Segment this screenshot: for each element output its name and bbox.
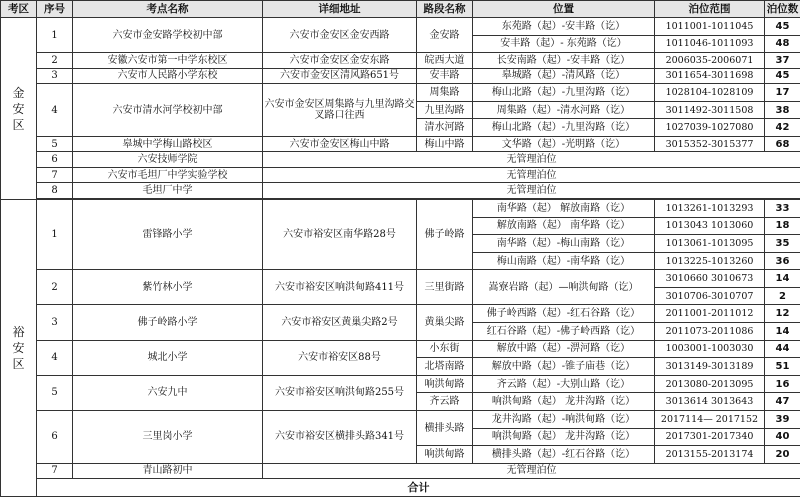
- exam-point-name: 皋城中学梅山路校区: [73, 136, 263, 152]
- address-cell: 六安市金安区梅山中路: [263, 136, 417, 152]
- road-cell: 皖西大道: [417, 53, 473, 69]
- position-cell: 解放中路（起）-锥子庙巷（讫）: [473, 358, 655, 376]
- count-cell: 14: [765, 323, 800, 341]
- table-row: [1, 53, 800, 69]
- table-row: [1, 84, 800, 102]
- position-cell: 齐云路（起）-大别山路（讫）: [473, 375, 655, 393]
- position-cell: 佛子岭西路（起）-红石谷路（讫）: [473, 305, 655, 323]
- address-cell: 六安市裕安区响洪甸路255号: [263, 375, 417, 410]
- range-cell: 1011046-1011093: [655, 35, 765, 53]
- header-road: 路段名称: [417, 1, 473, 18]
- road-cell: 九里沟路: [417, 101, 473, 119]
- road-cell: 清水河路: [417, 119, 473, 137]
- road-cell: 北塔南路: [417, 358, 473, 376]
- range-cell: 1028104-1028109: [655, 84, 765, 102]
- range-cell: 2011073-2011086: [655, 323, 765, 341]
- table-row: [1, 152, 800, 168]
- header-point: 考点名称: [73, 1, 263, 18]
- count-cell: 36: [765, 252, 800, 270]
- road-cell: 三里街路: [417, 270, 473, 305]
- position-cell: 龙井沟路（起）-响洪甸路（讫）: [473, 410, 655, 428]
- exam-point-name: 六安技师学院: [73, 152, 263, 168]
- table-row: [1, 18, 800, 36]
- exam-point-name: 三里岗小学: [73, 410, 263, 463]
- range-cell: 1027039-1027080: [655, 119, 765, 137]
- row-number: 3: [37, 305, 73, 340]
- range-cell: 2011001-2011012: [655, 305, 765, 323]
- range-cell: 1013061-1013095: [655, 235, 765, 253]
- range-cell: 1013043 1013060: [655, 217, 765, 235]
- range-cell: 2017301-2017340: [655, 428, 765, 446]
- range-cell: 3010660 3010673: [655, 270, 765, 288]
- no-managed-spaces-note: 无管理泊位: [263, 463, 800, 479]
- position-cell: 周集路（起）-清水河路（讫）: [473, 101, 655, 119]
- count-cell: 39: [765, 410, 800, 428]
- position-cell: 安丰路（起）- 东苑路（讫）: [473, 35, 655, 53]
- position-cell: 长安南路（起）-安丰路（讫）: [473, 53, 655, 69]
- position-cell: 红石谷路（起）-佛子岭西路（讫）: [473, 323, 655, 341]
- range-cell: 3010706-3010707: [655, 287, 765, 305]
- count-cell: 68: [765, 136, 800, 152]
- position-cell: 文华路（起）-光明路（讫）: [473, 136, 655, 152]
- address-cell: 六安市裕安区响洪甸路411号: [263, 270, 417, 305]
- exam-point-name: 雷锋路小学: [73, 200, 263, 270]
- row-number: 6: [37, 152, 73, 168]
- address-cell: 六安市裕安区南华路28号: [263, 200, 417, 270]
- position-cell: 梅山北路（起）-九里沟路（讫）: [473, 119, 655, 137]
- position-cell: 嵩寮岩路（起）—响洪甸路（讫）: [473, 270, 655, 305]
- exam-point-name: 紫竹林小学: [73, 270, 263, 305]
- row-number: 7: [37, 463, 73, 479]
- count-cell: 2: [765, 287, 800, 305]
- table-row: [1, 167, 800, 183]
- exam-point-name: 佛子岭路小学: [73, 305, 263, 340]
- road-cell: 响洪甸路: [417, 375, 473, 393]
- total-row: [1, 479, 800, 497]
- zone-cell: 裕安区: [1, 200, 37, 497]
- table-row: [1, 410, 800, 428]
- exam-point-name: 青山路初中: [73, 463, 263, 479]
- total-label: 合计: [37, 479, 800, 497]
- address-cell: 六安市金安区周集路与九里沟路交叉路口往西: [263, 84, 417, 137]
- header-range: 泊位范围: [655, 1, 765, 18]
- position-cell: 梅山南路（起）-南华路（讫）: [473, 252, 655, 270]
- header-position: 位置: [473, 1, 655, 18]
- position-cell: 解放中路（起）-淠河路（讫）: [473, 340, 655, 358]
- range-cell: 1013261-1013293: [655, 200, 765, 218]
- range-cell: 1011001-1011045: [655, 18, 765, 36]
- row-number: 4: [37, 84, 73, 137]
- no-managed-spaces-note: 无管理泊位: [263, 152, 800, 168]
- range-cell: 2006035-2006071: [655, 53, 765, 69]
- count-cell: 33: [765, 200, 800, 218]
- count-cell: 17: [765, 84, 800, 102]
- header-no: 序号: [37, 1, 73, 18]
- range-cell: 3013614 3013643: [655, 393, 765, 411]
- address-cell: 六安市金安区清风路651号: [263, 68, 417, 84]
- row-number: 7: [37, 167, 73, 183]
- position-cell: 响洪甸路（起） 龙井沟路（讫）: [473, 393, 655, 411]
- road-cell: 横排头路: [417, 410, 473, 445]
- road-cell: 梅山中路: [417, 136, 473, 152]
- no-managed-spaces-note: 无管理泊位: [263, 183, 800, 199]
- position-cell: 南华路（起） 解放南路（讫）: [473, 200, 655, 218]
- no-managed-spaces-note: 无管理泊位: [263, 167, 800, 183]
- road-cell: 周集路: [417, 84, 473, 102]
- row-number: 2: [37, 270, 73, 305]
- road-cell: 佛子岭路: [417, 200, 473, 270]
- range-cell: 3011654-3011698: [655, 68, 765, 84]
- range-cell: 3015352-3015377: [655, 136, 765, 152]
- range-cell: 1013225-1013260: [655, 252, 765, 270]
- range-cell: 2017114— 2017152: [655, 410, 765, 428]
- table-row: [1, 68, 800, 84]
- exam-point-name: 六安九中: [73, 375, 263, 410]
- row-number: 3: [37, 68, 73, 84]
- count-cell: 14: [765, 270, 800, 288]
- count-cell: 16: [765, 375, 800, 393]
- row-number: 1: [37, 200, 73, 270]
- range-cell: 3011492-3011508: [655, 101, 765, 119]
- address-cell: 六安市金安区金安东路: [263, 53, 417, 69]
- row-number: 4: [37, 340, 73, 375]
- count-cell: 40: [765, 428, 800, 446]
- exam-point-name: 城北小学: [73, 340, 263, 375]
- count-cell: 47: [765, 393, 800, 411]
- position-cell: 梅山北路（起）-九里沟路（讫）: [473, 84, 655, 102]
- table-row: [1, 270, 800, 288]
- road-cell: 安丰路: [417, 68, 473, 84]
- count-cell: 48: [765, 35, 800, 53]
- exam-point-name: 六安市毛坦厂中学实验学校: [73, 167, 263, 183]
- header-row: [1, 1, 800, 18]
- position-cell: 横排头路（起）-红石谷路（讫）: [473, 446, 655, 464]
- zone-cell: 金安区: [1, 18, 37, 200]
- exam-point-name: 六安市清水河学校初中部: [73, 84, 263, 137]
- address-cell: 六安市裕安区横排头路341号: [263, 410, 417, 463]
- count-cell: 44: [765, 340, 800, 358]
- table-row: [1, 200, 800, 218]
- position-cell: 东苑路（起）-安丰路（讫）: [473, 18, 655, 36]
- row-number: 2: [37, 53, 73, 69]
- position-cell: 皋城路（起）-清风路（讫）: [473, 68, 655, 84]
- row-number: 8: [37, 183, 73, 199]
- position-cell: 解放南路（起） 南华路（讫）: [473, 217, 655, 235]
- table-row: [1, 375, 800, 393]
- header-address: 详细地址: [263, 1, 417, 18]
- table-row: [1, 183, 800, 199]
- row-number: 5: [37, 375, 73, 410]
- address-cell: 六安市裕安区88号: [263, 340, 417, 375]
- position-cell: 南华路（起）-梅山南路（讫）: [473, 235, 655, 253]
- road-cell: 小东街: [417, 340, 473, 358]
- table-row: [1, 305, 800, 323]
- count-cell: 35: [765, 235, 800, 253]
- header-count: 泊位数: [765, 1, 800, 18]
- road-cell: 金安路: [417, 18, 473, 53]
- address-cell: 六安市金安区金安西路: [263, 18, 417, 53]
- count-cell: 51: [765, 358, 800, 376]
- count-cell: 45: [765, 68, 800, 84]
- road-cell: 齐云路: [417, 393, 473, 411]
- range-cell: 2013155-2013174: [655, 446, 765, 464]
- row-number: 6: [37, 410, 73, 463]
- range-cell: 1003001-1003030: [655, 340, 765, 358]
- exam-point-name: 六安市金安路学校初中部: [73, 18, 263, 53]
- count-cell: 37: [765, 53, 800, 69]
- header-zone: 考区: [1, 1, 37, 18]
- road-cell: 黄巢尖路: [417, 305, 473, 340]
- road-cell: 响洪甸路: [417, 446, 473, 464]
- range-cell: 3013149-3013189: [655, 358, 765, 376]
- table-row: [1, 463, 800, 479]
- range-cell: 2013080-2013095: [655, 375, 765, 393]
- table-row: [1, 340, 800, 358]
- count-cell: 38: [765, 101, 800, 119]
- count-cell: 12: [765, 305, 800, 323]
- address-cell: 六安市裕安区黄巢尖路2号: [263, 305, 417, 340]
- position-cell: 响洪甸路（起） 龙井沟路（讫）: [473, 428, 655, 446]
- row-number: 1: [37, 18, 73, 53]
- table-row: [1, 136, 800, 152]
- row-number: 5: [37, 136, 73, 152]
- count-cell: 42: [765, 119, 800, 137]
- exam-point-name: 安徽六安市第一中学东校区: [73, 53, 263, 69]
- exam-point-name: 六安市人民路小学东校: [73, 68, 263, 84]
- count-cell: 18: [765, 217, 800, 235]
- count-cell: 20: [765, 446, 800, 464]
- exam-point-name: 毛坦厂中学: [73, 183, 263, 199]
- count-cell: 45: [765, 18, 800, 36]
